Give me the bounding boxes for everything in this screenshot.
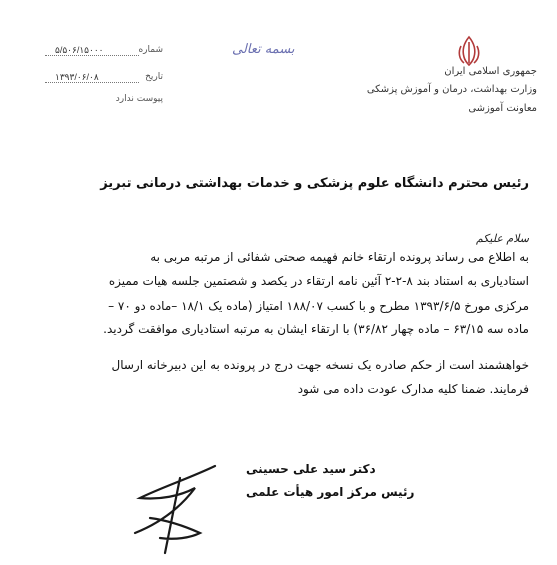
number-value: ۵/۵۰۶/۱۵۰۰۰: [55, 45, 104, 55]
body-line: مرکزی مورخ ۱۳۹۳/۶/۵ مطرح و با کسب ۱۸۸/۰۷ امتیاز (ماده یک ۱۸/۱ –ماده دو ۷۰ –: [108, 299, 529, 313]
date-label: تاریخ: [145, 72, 163, 82]
body-line: فرمایند. ضمنا کلیه مدارک عودت داده می شود: [297, 382, 529, 396]
basmala: بسمه تعالی: [232, 42, 295, 57]
signatory-name: دکتر سید علی حسینی: [246, 462, 376, 476]
number-label: شماره: [138, 45, 163, 55]
letter-attachment: [18, 94, 163, 108]
org-ministry: وزارت بهداشت، درمان و آموزش پزشکی: [366, 84, 537, 95]
org-country: جمهوری اسلامی ایران: [444, 66, 537, 77]
org-department: معاونت آموزشی: [468, 103, 537, 114]
body-line: به اطلاع می رساند پرونده ارتقاء خانم فهیمه صحتی شفائی از مرتبه مربی به: [150, 250, 529, 264]
iran-emblem-icon: [455, 34, 483, 68]
body-line: استادیاری به استناد بند ۸-۲-۲ آئین نامه ارتقاء در یکصد و شصتمین جلسه هیات ممیزه: [108, 274, 529, 288]
letter-number: [18, 45, 163, 59]
attachment-label: پیوست ندارد: [115, 94, 163, 104]
recipient-line: رئیس محترم دانشگاه علوم پزشکی و خدمات بهداشتی درمانی تبریز: [100, 176, 529, 191]
body-line: خواهشمند است از حکم صادره یک نسخه جهت درج در پرونده به این دبیرخانه ارسال: [111, 358, 529, 372]
signatory-title: رئیس مرکز امور هیأت علمی: [246, 485, 415, 499]
greeting: سلام علیکم: [475, 232, 529, 245]
handwritten-signature: [120, 458, 240, 558]
letter-date: [18, 72, 163, 86]
date-value: ۱۳۹۳/۰۶/۰۸: [55, 72, 99, 82]
body-line: ماده سه ۶۳/۱۵ – ماده چهار ۳۶/۸۲) با ارتقاء ایشان به مرتبه استادیاری موافقت گردید.: [103, 322, 529, 336]
